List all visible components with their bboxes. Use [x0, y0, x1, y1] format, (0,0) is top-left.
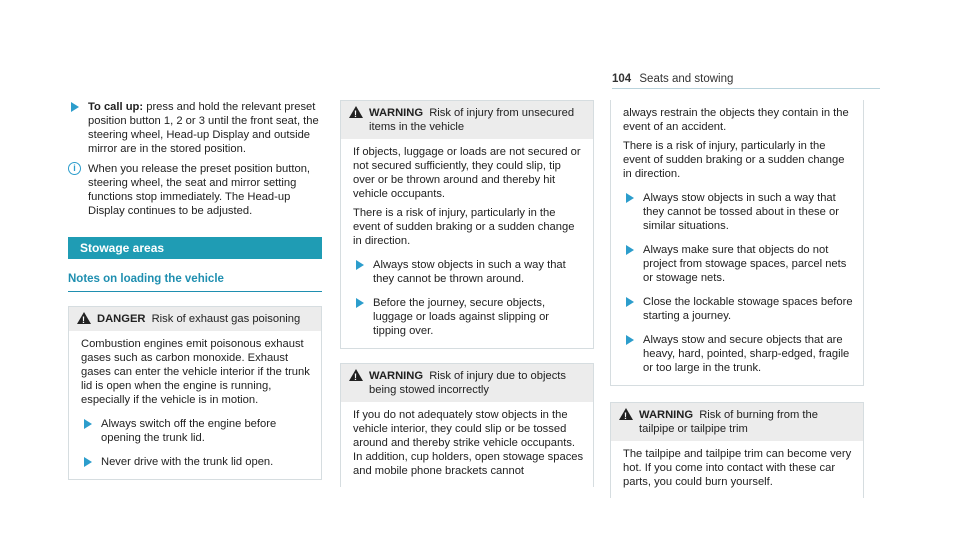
- step-text: Close the lockable stowage spaces before starting a journey.: [643, 296, 853, 322]
- step-text: press and hold the relevant preset position button 1, 2 or 3 until the front seat, the steering wheel, Head-up Display and outside mirror are in the stored position.: [88, 101, 319, 155]
- warning-text: There is a risk of injury, particularly in the event of sudden braking or a sudden change in direction.: [353, 207, 575, 247]
- info-note: [68, 162, 322, 218]
- step-arrow-icon: [84, 419, 92, 429]
- warning-box: [610, 402, 864, 498]
- warning-title: Risk of injury from unsecured items in the vehicle: [369, 107, 575, 133]
- page-number: 104: [612, 73, 632, 85]
- step-text: Before the journey, secure objects, luggage or loads against slipping or tipping over.: [373, 297, 550, 337]
- step-arrow-icon: [71, 102, 79, 112]
- warning-header: [341, 101, 593, 139]
- warning-triangle-icon: [619, 408, 633, 420]
- column-2: [340, 100, 594, 487]
- warning-triangle-icon: [77, 312, 91, 324]
- warning-step: [623, 333, 855, 375]
- warning-text: If you do not adequately stow objects in the vehicle interior, they could slip or be tossed around and thereby strike vehicle occupants. In addition, cup holders, open stowage spaces and mobile phone brackets cannot: [353, 409, 584, 477]
- step-arrow-icon: [626, 193, 634, 203]
- warning-header: [611, 403, 863, 441]
- step-text: Always switch off the engine before opening the trunk lid.: [101, 418, 277, 444]
- warning-step: [623, 295, 855, 323]
- danger-box: [68, 306, 322, 480]
- warning-body: [341, 139, 593, 348]
- warning-text: always restrain the objects they contain in the event of an accident.: [623, 107, 849, 133]
- danger-title: Risk of exhaust gas poisoning: [151, 313, 301, 325]
- section-title: Stowage areas: [68, 237, 322, 259]
- danger-step: [81, 417, 313, 445]
- step-text: Always make sure that objects do not project from stowage spaces, parcel nets or stowage nets.: [643, 244, 847, 284]
- warning-step: [353, 258, 585, 286]
- step-text: Always stow objects in such a way that they cannot be thrown around.: [373, 259, 566, 285]
- step-call-up: [68, 100, 322, 156]
- danger-body: [69, 331, 321, 479]
- step-text: Always stow objects in such a way that they cannot be tossed about in these or similar situations.: [643, 192, 839, 232]
- warning-body: [341, 402, 593, 487]
- note-text: When you release the preset position button, steering wheel, the seat and mirror setting functions stop immediately. The Head-up Display continues to be adjusted.: [88, 163, 311, 217]
- warning-label: WARNING: [369, 370, 424, 382]
- warning-label: WARNING: [639, 409, 694, 421]
- warning-step: [623, 243, 855, 285]
- warning-continued-box: [610, 100, 864, 386]
- warning-header: [341, 364, 593, 402]
- warning-step: [623, 191, 855, 233]
- warning-step: [353, 296, 585, 338]
- danger-text: Combustion engines emit poisonous exhaust gases such as carbon monoxide. Exhaust gases can enter the vehicle interior if the trunk lid is open when the engine is running, especially if the vehicle is in motion.: [81, 338, 310, 406]
- warning-text: If objects, luggage or loads are not secured or not secured sufficiently, they could slip, tip over or be thrown around and thereby hit vehicle occupants.: [353, 146, 581, 200]
- step-label: To call up:: [88, 101, 144, 113]
- warning-label: WARNING: [369, 107, 424, 119]
- step-arrow-icon: [626, 245, 634, 255]
- column-3: [610, 100, 864, 498]
- step-arrow-icon: [626, 335, 634, 345]
- warning-title: Risk of injury due to objects being stowed incorrectly: [369, 370, 566, 396]
- step-arrow-icon: [84, 457, 92, 467]
- subheading: Notes on loading the vehicle: [68, 272, 322, 292]
- warning-text: The tailpipe and tailpipe trim can become very hot. If you come into contact with these car parts, you could burn yourself.: [623, 448, 852, 488]
- step-text: Never drive with the trunk lid open.: [101, 456, 274, 468]
- danger-label: DANGER: [97, 313, 146, 325]
- column-1: [68, 100, 322, 480]
- header-divider: [612, 88, 880, 89]
- warning-triangle-icon: [349, 369, 363, 381]
- warning-text: There is a risk of injury, particularly in the event of sudden braking or a sudden change in direction.: [623, 140, 845, 180]
- warning-box: [340, 100, 594, 349]
- warning-continued-body: [611, 100, 863, 385]
- step-text: Always stow and secure objects that are heavy, hard, pointed, sharp-edged, fragile or too large in the trunk.: [643, 334, 850, 374]
- info-icon: i: [68, 162, 81, 175]
- page-header-title: Seats and stowing: [639, 73, 734, 85]
- step-arrow-icon: [356, 260, 364, 270]
- warning-triangle-icon: [349, 106, 363, 118]
- step-arrow-icon: [626, 297, 634, 307]
- danger-header: [69, 307, 321, 331]
- step-arrow-icon: [356, 298, 364, 308]
- danger-step: [81, 455, 313, 469]
- warning-box: [340, 363, 594, 487]
- warning-title: Risk of burning from the tailpipe or tailpipe trim: [639, 409, 818, 435]
- warning-body: [611, 441, 863, 498]
- page-header: [612, 73, 733, 85]
